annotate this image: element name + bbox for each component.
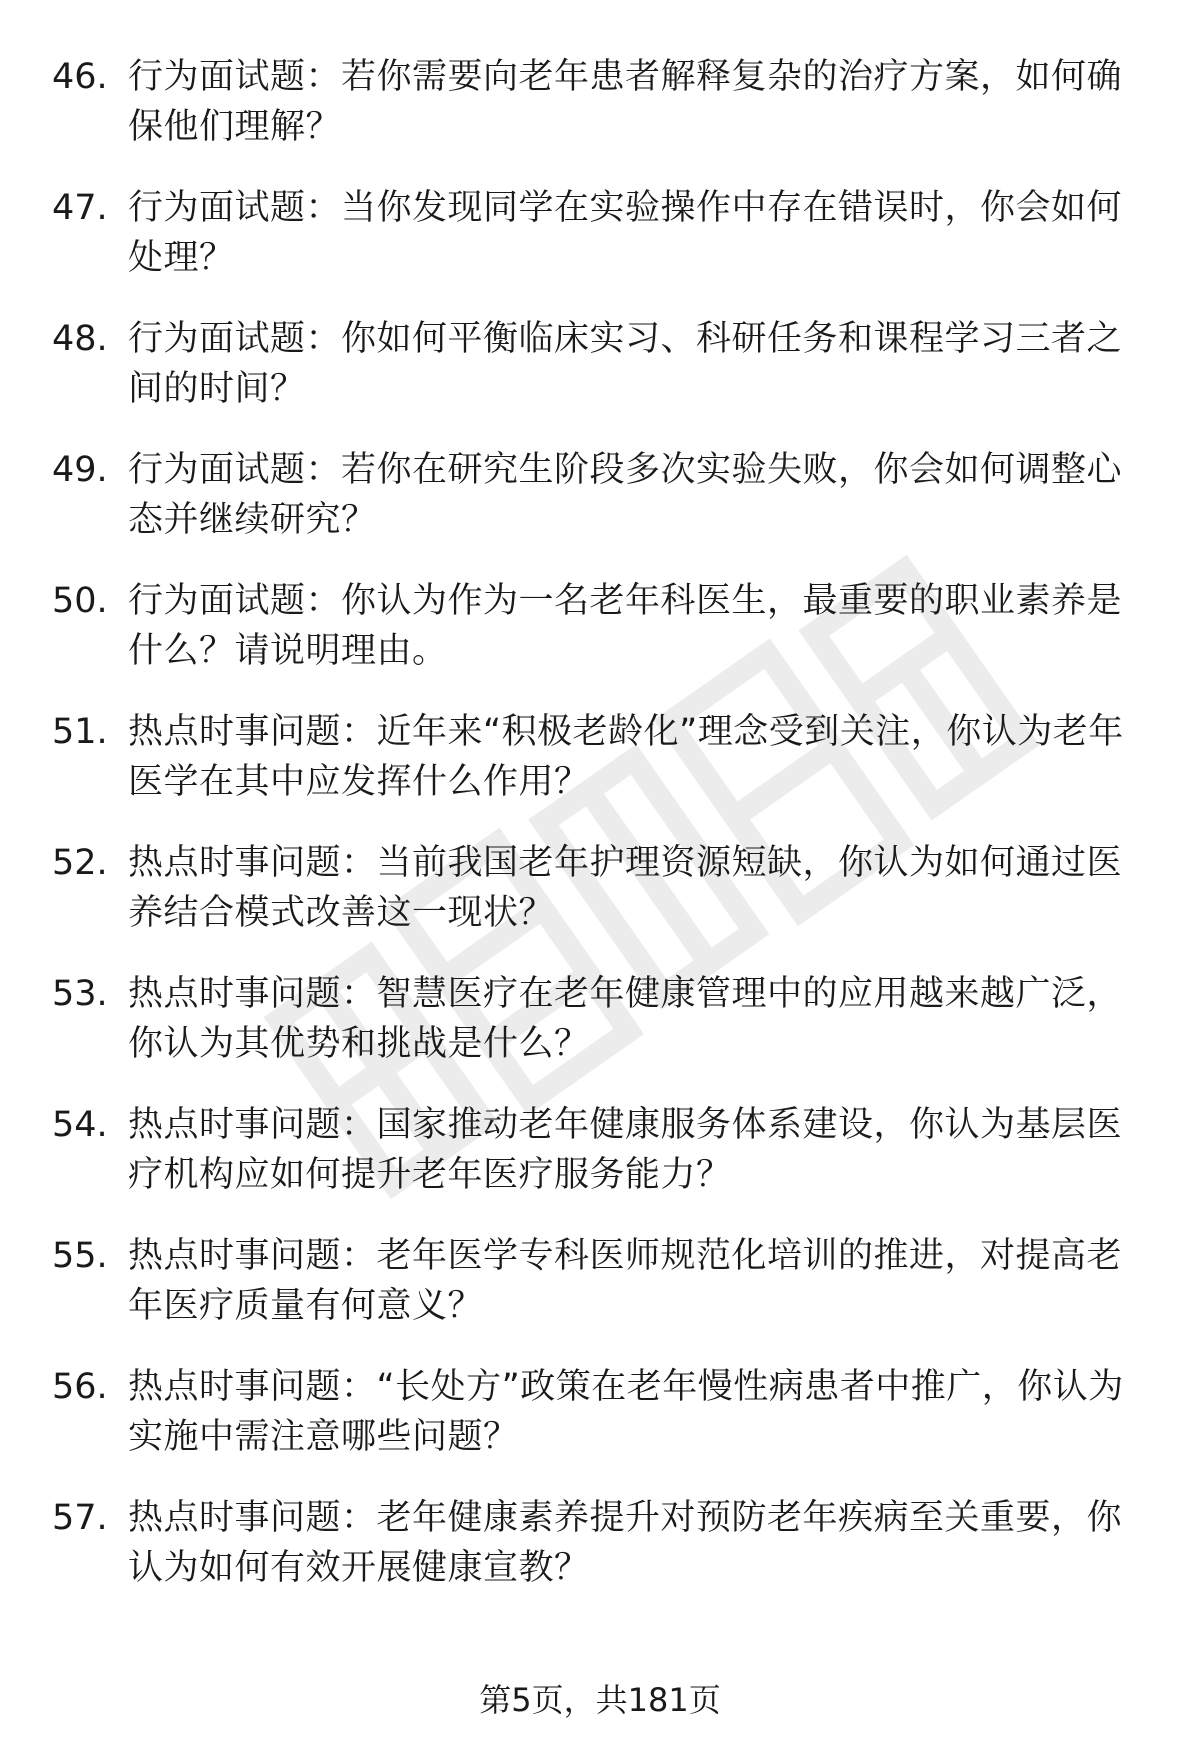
question-text: 热点时事问题：老年医学专科医师规范化培训的推进，对提高老年医疗质量有何意义？ bbox=[128, 1236, 1123, 1326]
question-number: 48. bbox=[52, 319, 108, 359]
list-item bbox=[52, 1493, 1152, 1624]
question-text: 行为面试题：当你发现同学在实验操作中存在错误时，你会如何处理？ bbox=[128, 188, 1123, 278]
question-text: 热点时事问题：老年健康素养提升对预防老年疾病至关重要，你认为如何有效开展健康宣教？ bbox=[128, 1498, 1123, 1588]
question-text: 热点时事问题：当前我国老年护理资源短缺，你认为如何通过医养结合模式改善这一现状？ bbox=[128, 843, 1123, 933]
question-text: 热点时事问题：国家推动老年健康服务体系建设，你认为基层医疗机构应如何提升老年医疗服务能力？ bbox=[128, 1105, 1123, 1195]
question-list bbox=[52, 52, 1152, 1624]
list-item bbox=[52, 707, 1152, 838]
question-number: 51. bbox=[52, 712, 108, 752]
list-item bbox=[52, 969, 1152, 1100]
list-item bbox=[52, 314, 1152, 445]
question-text: 行为面试题：你认为作为一名老年科医生，最重要的职业素养是什么？请说明理由。 bbox=[128, 581, 1123, 671]
question-text: 行为面试题：你如何平衡临床实习、科研任务和课程学习三者之间的时间？ bbox=[128, 319, 1123, 409]
question-text: 热点时事问题：智慧医疗在老年健康管理中的应用越来越广泛，你认为其优势和挑战是什么？ bbox=[128, 974, 1123, 1064]
question-text: 热点时事问题：近年来“积极老龄化”理念受到关注，你认为老年医学在其中应发挥什么作用？ bbox=[128, 712, 1124, 802]
list-item bbox=[52, 576, 1152, 707]
list-item bbox=[52, 838, 1152, 969]
list-item bbox=[52, 445, 1152, 576]
question-number: 52. bbox=[52, 843, 108, 883]
question-number: 46. bbox=[52, 57, 108, 97]
question-number: 53. bbox=[52, 974, 108, 1014]
list-item bbox=[52, 1100, 1152, 1231]
list-item bbox=[52, 1362, 1152, 1493]
question-number: 55. bbox=[52, 1236, 108, 1276]
question-number: 50. bbox=[52, 581, 108, 621]
question-text: 热点时事问题：“长处方”政策在老年慢性病患者中推广，你认为实施中需注意哪些问题？ bbox=[128, 1367, 1124, 1457]
list-item bbox=[52, 1231, 1152, 1362]
question-number: 49. bbox=[52, 450, 108, 490]
question-number: 56. bbox=[52, 1367, 108, 1407]
list-item bbox=[52, 52, 1152, 183]
question-number: 47. bbox=[52, 188, 108, 228]
question-text: 行为面试题：若你在研究生阶段多次实验失败，你会如何调整心态并继续研究？ bbox=[128, 450, 1123, 540]
question-number: 54. bbox=[52, 1105, 108, 1145]
question-text: 行为面试题：若你需要向老年患者解释复杂的治疗方案，如何确保他们理解？ bbox=[128, 57, 1123, 147]
question-number: 57. bbox=[52, 1498, 108, 1538]
page-footer: 第5页，共181页 bbox=[479, 1681, 721, 1719]
list-item bbox=[52, 183, 1152, 314]
